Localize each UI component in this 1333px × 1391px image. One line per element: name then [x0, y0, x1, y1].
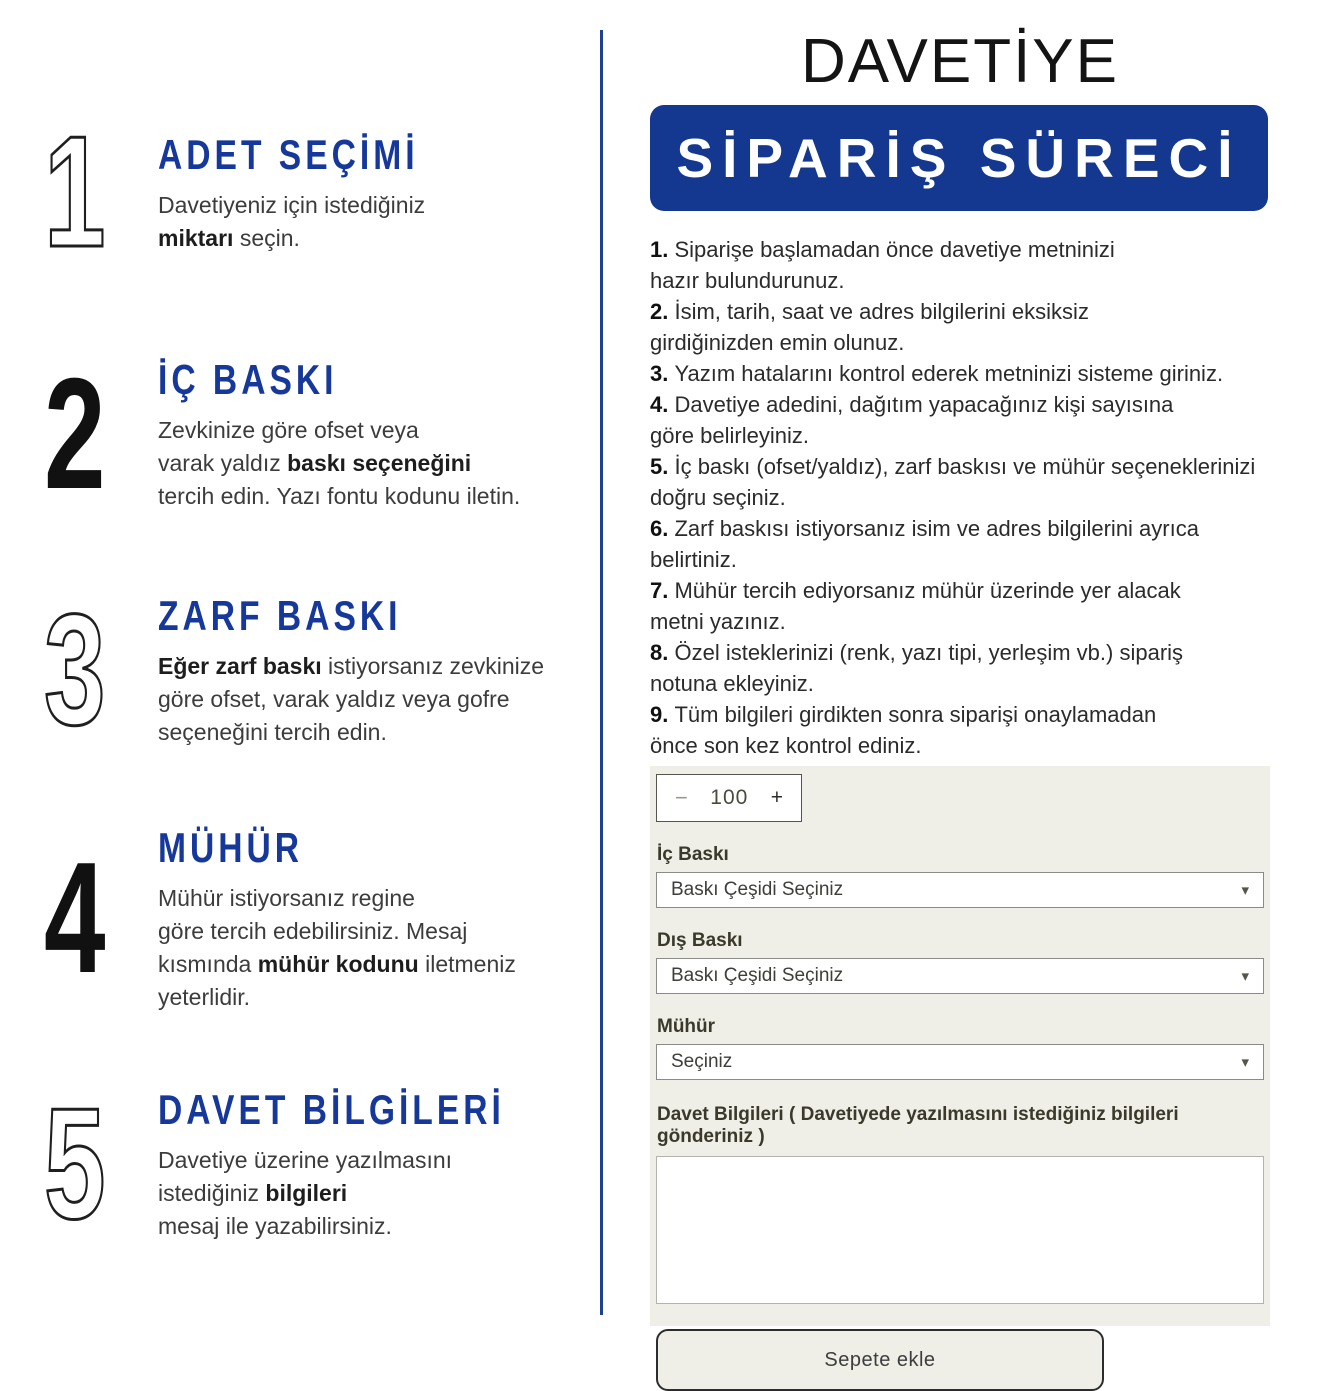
instruction-item — [650, 513, 1298, 575]
instruction-item — [650, 699, 1298, 761]
step-number — [44, 104, 140, 280]
instruction-line: notuna ekleyiniz. — [650, 671, 814, 696]
instruction-number: 7. — [650, 578, 675, 603]
step-text-line: göre ofset, varak yaldız veya gofre — [158, 686, 510, 712]
instruction-item — [650, 451, 1298, 513]
step-text-line: miktarı seçin. — [158, 224, 300, 251]
invitation-info-textarea[interactable] — [656, 1156, 1264, 1304]
step-text-line: Davetiye üzerine yazılmasını — [158, 1147, 453, 1173]
form-field — [656, 1016, 1264, 1080]
instruction-line: 5. İç baskı (ofset/yaldız), zarf baskısı ve mühür seçeneklerinizi — [650, 454, 1256, 479]
instruction-number: 8. — [650, 640, 675, 665]
instruction-item — [650, 234, 1298, 296]
step-text-line: tercih edin. Yazı fontu kodunu iletin. — [158, 483, 521, 509]
step-item — [44, 824, 604, 1014]
step-text-line: Zevkinize göre ofset veya — [158, 417, 419, 443]
instruction-number: 5. — [650, 454, 675, 479]
select-value: Baskı Çeşidi Seçiniz — [671, 965, 844, 986]
instruction-item — [650, 637, 1298, 699]
select-dropdown[interactable] — [656, 958, 1264, 994]
quantity-stepper[interactable] — [656, 774, 802, 822]
field-label: İç Baskı — [657, 844, 729, 865]
invitation-info-label: Davet Bilgileri ( Davetiyede yazılmasını istediğiniz bilgileri gönderiniz ) — [657, 1104, 1179, 1147]
field-label: Mühür — [657, 1016, 716, 1037]
instruction-line: göre belirleyiniz. — [650, 423, 809, 448]
step-number — [44, 345, 140, 522]
step-number-glyph: 1 — [44, 104, 102, 280]
step-body — [158, 824, 516, 1014]
instruction-line: 6. Zarf baskısı istiyorsanız isim ve adres bilgilerini ayrıca — [650, 516, 1199, 541]
step-text-line: seçeneğini tercih edin. — [158, 719, 387, 745]
instruction-line: önce son kez kontrol ediniz. — [650, 733, 922, 758]
instruction-line: girdiğinizden emin olunuz. — [650, 330, 905, 355]
quantity-decrease-button[interactable]: − — [675, 785, 688, 810]
instruction-item — [650, 575, 1298, 637]
chevron-down-icon: ▾ — [1241, 968, 1249, 985]
instruction-line: metni yazınız. — [650, 609, 786, 634]
instruction-line: 9. Tüm bilgileri girdikten sonra siparişi onaylamadan — [650, 702, 1157, 727]
instruction-number: 6. — [650, 516, 675, 541]
form-field — [656, 930, 1264, 994]
instruction-line: belirtiniz. — [650, 547, 737, 572]
instruction-line: 7. Mühür tercih ediyorsanız mühür üzerinde yer alacak — [650, 578, 1181, 603]
quantity-value: 100 — [710, 786, 749, 809]
select-value: Baskı Çeşidi Seçiniz — [671, 879, 844, 900]
step-text-line: göre tercih edebilirsiniz. Mesaj — [158, 918, 468, 944]
step-text-line: Davetiyeniz için istediğiniz — [158, 191, 426, 218]
step-item — [44, 104, 604, 280]
form-field — [656, 844, 1264, 908]
step-text-line: mesaj ile yazabilirsiniz. — [158, 1213, 392, 1239]
instruction-number: 9. — [650, 702, 675, 727]
step-title: DAVET BİLGİLERİ — [158, 1086, 505, 1133]
step-text-line: varak yaldız baskı seçeneğini — [158, 450, 472, 476]
instruction-line: 8. Özel isteklerinizi (renk, yazı tipi, yerleşim vb.) sipariş — [650, 640, 1184, 665]
step-body — [158, 1086, 592, 1243]
step-item — [44, 1075, 604, 1252]
step-title: MÜHÜR — [158, 824, 304, 871]
step-title: İÇ BASKI — [158, 356, 338, 403]
step-body — [158, 356, 520, 513]
select-value: Seçiniz — [671, 1051, 733, 1072]
instruction-line: 2. İsim, tarih, saat ve adres bilgilerini eksiksiz — [650, 299, 1089, 324]
instruction-line: hazır bulundurunuz. — [650, 268, 845, 293]
add-to-cart-button[interactable]: Sepete ekle — [656, 1329, 1104, 1391]
instruction-line: doğru seçiniz. — [650, 485, 786, 510]
step-number-glyph: 5 — [44, 1075, 102, 1252]
instruction-line: 1. Siparişe başlamadan önce davetiye metninizi — [650, 237, 1115, 262]
instruction-number: 1. — [650, 237, 675, 262]
step-item — [44, 581, 604, 758]
chevron-down-icon: ▾ — [1241, 882, 1249, 899]
step-text-line: Eğer zarf baskı istiyorsanız zevkinize — [158, 653, 545, 679]
instructions-list — [650, 234, 1298, 761]
step-number-glyph: 2 — [44, 345, 102, 522]
step-number-glyph: 4 — [44, 830, 102, 1007]
instruction-number: 2. — [650, 299, 675, 324]
instruction-item — [650, 296, 1298, 358]
instruction-line: 3. Yazım hatalarını kontrol ederek metninizi sisteme giriniz. — [650, 361, 1224, 386]
field-label: Dış Baskı — [657, 930, 743, 951]
step-title: ADET SEÇİMİ — [158, 130, 419, 178]
instruction-item — [650, 389, 1298, 451]
step-title: ZARF BASKI — [158, 592, 402, 639]
quantity-increase-button[interactable]: + — [770, 786, 783, 809]
step-body — [158, 592, 544, 749]
step-number — [44, 581, 140, 758]
instruction-number: 4. — [650, 392, 675, 417]
select-dropdown[interactable] — [656, 872, 1264, 908]
select-dropdown[interactable] — [656, 1044, 1264, 1080]
form-fields — [656, 844, 1264, 1080]
step-text-line: istediğiniz bilgileri — [158, 1180, 348, 1206]
step-body — [158, 131, 484, 255]
order-form-panel — [650, 766, 1270, 1371]
instruction-line: 4. Davetiye adedini, dağıtım yapacağınız kişi sayısına — [650, 392, 1174, 417]
step-text-line: yeterlidir. — [158, 984, 251, 1010]
step-text-line: kısmında mühür kodunu iletmeniz — [158, 951, 516, 977]
step-number-glyph: 3 — [44, 581, 102, 758]
page-title: DAVETİYE — [800, 27, 1120, 96]
step-number — [44, 1075, 140, 1252]
instruction-item — [650, 358, 1298, 389]
step-item — [44, 345, 604, 522]
instruction-number: 3. — [650, 361, 675, 386]
chevron-down-icon: ▾ — [1241, 1054, 1249, 1071]
step-text-line: Mühür istiyorsanız regine — [158, 885, 415, 911]
order-process-banner — [650, 105, 1268, 211]
banner-label: SİPARİŞ SÜRECİ — [676, 127, 1242, 189]
step-number — [44, 830, 140, 1007]
